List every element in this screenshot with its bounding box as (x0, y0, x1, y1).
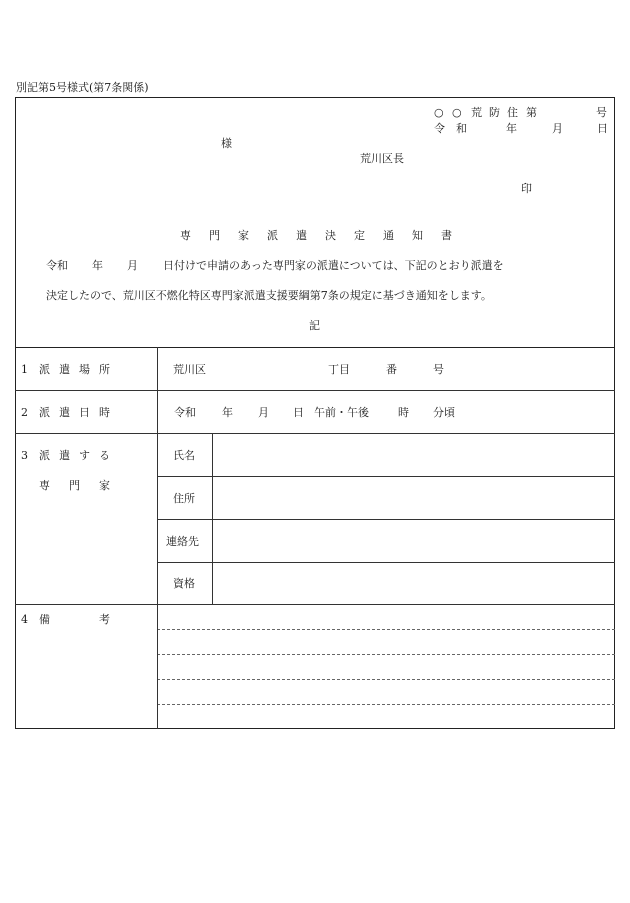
divider-header (15, 347, 615, 348)
body-month: 月 (127, 259, 138, 272)
row-label-char: 門 (69, 479, 80, 492)
doc-number-char: ○ (434, 106, 444, 119)
row-label-char: 時 (99, 406, 110, 419)
date-era: 和 (456, 122, 467, 135)
expert-contact-label: 連絡先 (166, 535, 199, 548)
datetime-day: 日 (293, 406, 304, 419)
body-line-1: 日付けで申請のあった専門家の派遣については、下記のとおり派遣を (163, 259, 504, 272)
row-label-char: 4 (21, 613, 28, 626)
row-label-char: 場 (79, 363, 90, 376)
doc-number-char: 防 (489, 106, 500, 119)
row-label-char: 2 (21, 406, 28, 419)
expert-qualification-label: 資格 (173, 577, 195, 590)
datetime-era: 令和 (174, 406, 196, 419)
title-char: 派 (267, 229, 278, 242)
title-char: 決 (325, 229, 336, 242)
remarks-line-1 (157, 629, 615, 630)
title-char: 遣 (296, 229, 307, 242)
date-year: 年 (506, 122, 517, 135)
divider-row-2 (15, 433, 615, 434)
datetime-hour: 時 (398, 406, 409, 419)
title-char: 専 (180, 229, 191, 242)
doc-number-suffix: 号 (596, 106, 607, 119)
body-era: 令和 (46, 259, 68, 272)
row-label-char: る (99, 449, 110, 462)
location-go: 号 (433, 363, 444, 376)
date-era: 令 (434, 122, 445, 135)
row-label-char: 遣 (59, 363, 70, 376)
title-char: 通 (383, 229, 394, 242)
row-label-char: 派 (39, 363, 50, 376)
body-line-2: 決定したので、荒川区不燃化特区専門家派遣支援要綱第7条の規定に基づき通知をします。 (46, 289, 492, 302)
remarks-line-3 (157, 679, 615, 680)
date-month: 月 (552, 122, 563, 135)
doc-number-char: ○ (452, 106, 462, 119)
ki-mark: 記 (309, 319, 320, 332)
row-label-char: す (79, 449, 90, 462)
divider-row-3 (15, 604, 615, 605)
expert-name-label: 氏名 (173, 449, 195, 462)
row-label-char: 専 (39, 479, 50, 492)
row-label-char: 家 (99, 479, 110, 492)
issuer: 荒川区長 (360, 152, 404, 165)
divider-row-1 (15, 390, 615, 391)
doc-number-char: 住 (507, 106, 518, 119)
form-label: 別記第5号様式(第7条関係) (16, 81, 149, 94)
divider-name (157, 476, 615, 477)
addressee-suffix: 様 (221, 137, 232, 150)
column-divider (157, 347, 158, 729)
row-label-char: 遣 (59, 406, 70, 419)
datetime-ampm: 午前・午後 (314, 406, 369, 419)
row-label-char: 日 (79, 406, 90, 419)
location-ban: 番 (386, 363, 397, 376)
location-ward: 荒川区 (173, 363, 206, 376)
row-label-char: 派 (39, 449, 50, 462)
divider-contact (157, 562, 615, 563)
title-char: 定 (354, 229, 365, 242)
datetime-minute: 分頃 (433, 406, 455, 419)
location-chome: 丁目 (328, 363, 350, 376)
datetime-year: 年 (222, 406, 233, 419)
doc-number-char: 第 (526, 106, 537, 119)
expert-address-label: 住所 (173, 492, 195, 505)
datetime-month: 月 (258, 406, 269, 419)
divider-address (157, 519, 615, 520)
seal-mark: 印 (521, 182, 532, 195)
body-year: 年 (92, 259, 103, 272)
title-char: 書 (441, 229, 452, 242)
date-day: 日 (597, 122, 608, 135)
title-char: 家 (238, 229, 249, 242)
doc-number-char: 荒 (471, 106, 482, 119)
row-label-char: 所 (99, 363, 110, 376)
row-label-char: 考 (99, 613, 110, 626)
row-label-char: 派 (39, 406, 50, 419)
row-label-char: 1 (21, 363, 28, 376)
row-label-char: 遣 (59, 449, 70, 462)
title-char: 門 (209, 229, 220, 242)
row-label-char: 3 (21, 449, 28, 462)
remarks-line-2 (157, 654, 615, 655)
title-char: 知 (412, 229, 423, 242)
remarks-line-4 (157, 704, 615, 705)
row-label-char: 備 (39, 613, 50, 626)
sub-column-divider (212, 433, 213, 604)
